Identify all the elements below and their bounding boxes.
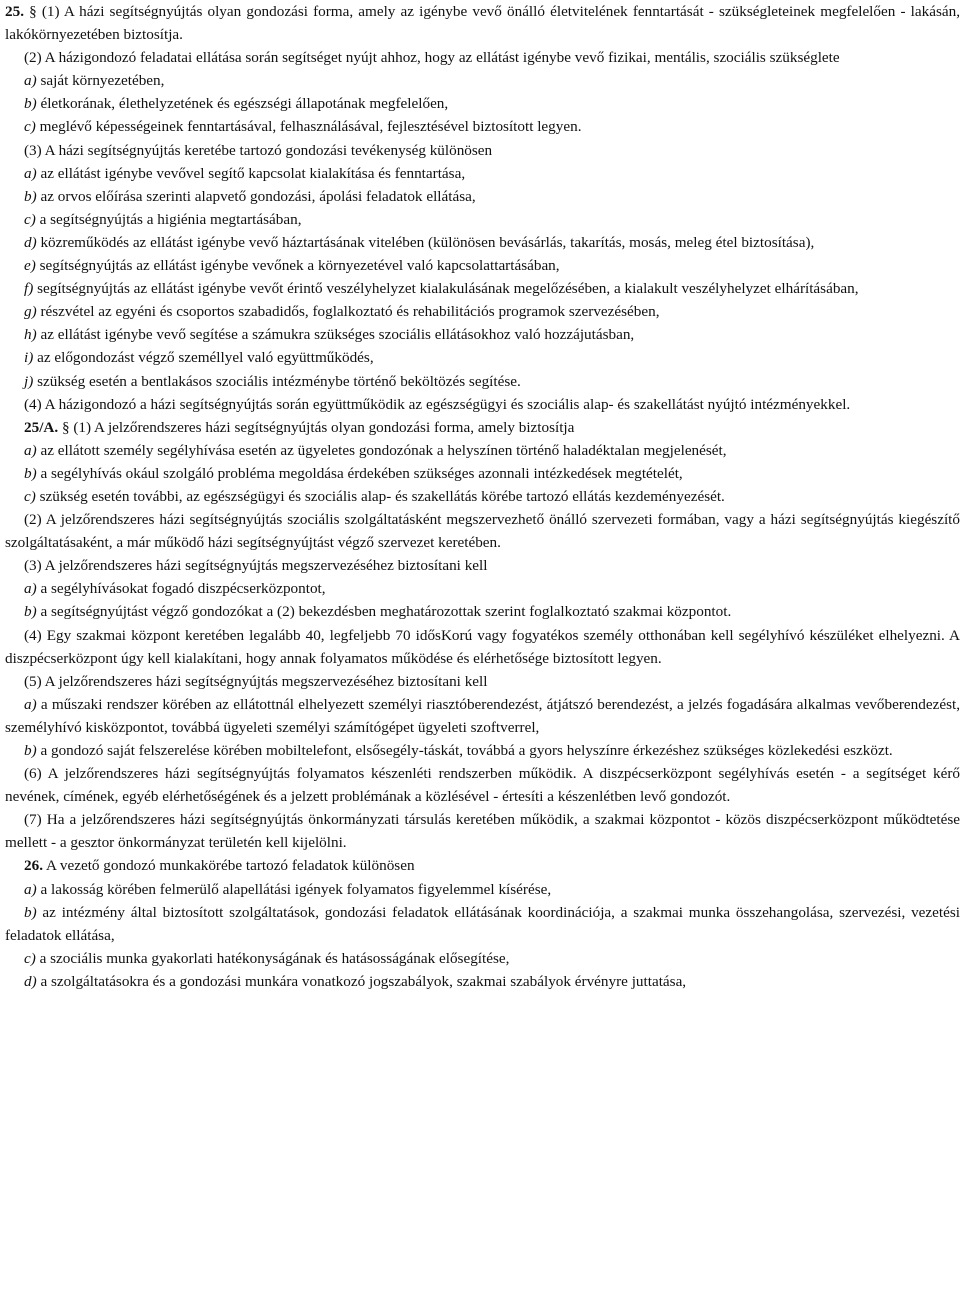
paragraph-text: az orvos előírása szerinti alapvető gondozási, ápolási feladatok ellátása, (36, 187, 476, 205)
section-number: 25/A. (24, 418, 59, 436)
list-marker: h) (24, 326, 37, 344)
list-marker: a) (24, 580, 37, 598)
list-item (5, 739, 960, 762)
paragraph-text: a műszaki rendszer körében az ellátottnál elhelyezett személyi riasztóberendezést, átjátszó berendezést, a jelzés fogadására alkalmas vevőberendezést, személyhívó kisközpontot, továbbá ügyeleti személyi számítógépet ügyeleti szoftverrel, (5, 695, 960, 736)
paragraph-text: az ellátást igénybe vevő segítése a számukra szükséges szociális ellátásokhoz való hozzájutásban, (36, 326, 635, 344)
list-marker: f) (24, 280, 34, 298)
list-item (5, 254, 960, 277)
list-item (5, 878, 960, 901)
paragraph-text: szükség esetén további, az egészségügyi és szociális alap- és szakellátás körébe tartozó ellátás kezdeményezését. (35, 487, 725, 505)
list-marker: a) (24, 880, 37, 898)
section-number: 26. (24, 857, 43, 875)
section-paragraph (5, 0, 960, 46)
paragraph-text: a lakosság körében felmerülő alapellátási igények folyamatos figyelemmel kísérése, (36, 880, 552, 898)
paragraph-text: közreműködés az ellátást igénybe vevő háztartásának vitelében (különösen bevásárlás, takarítás, mosás, meleg étel biztosítása), (36, 233, 815, 251)
list-item (5, 185, 960, 208)
paragraph-text: életkorának, élethelyzetének és egészségi állapotának megfelelően, (36, 95, 449, 113)
paragraph-text: § (1) A jelzőrendszeres házi segítségnyújtás olyan gondozási forma, amely biztosítja (61, 418, 575, 436)
list-marker: c) (24, 487, 36, 505)
paragraph-text: (2) A házigondozó feladatai ellátása során segítséget nyújt ahhoz, hogy az ellátást igénybe vevő fizikai, mentális, szociális szükséglete (24, 49, 840, 67)
list-item (5, 115, 960, 138)
paragraph-text: a gondozó saját felszerelése körében mobiltelefont, elsősegély-táskát, továbbá a gyors helyszínre érkezéshez szükséges közlekedési eszközt. (36, 742, 893, 759)
list-item (5, 577, 960, 600)
paragraph (5, 508, 960, 554)
list-item (5, 439, 960, 462)
list-item (5, 277, 960, 300)
list-item (5, 92, 960, 115)
paragraph-text: (4) A házigondozó a házi segítségnyújtás során együttműködik az egészségügyi és szociális alap- és szakellátást nyújtó intézményekkel. (24, 395, 851, 413)
list-marker: a) (24, 695, 37, 713)
paragraph-text: meglévő képességeinek fenntartásával, felhasználásával, fejlesztésével biztosított legyen. (35, 118, 582, 136)
paragraph-text: a segítségnyújtást végző gondozókat a (2) bekezdésben meghatározottak szerint foglalkoztató szakmai központot. (36, 603, 732, 621)
paragraph-text: (3) A jelzőrendszeres házi segítségnyújtás megszervezéséhez biztosítani kell (24, 557, 488, 575)
list-marker: b) (24, 903, 37, 921)
section-number: 25. (5, 3, 24, 20)
list-marker: g) (24, 303, 37, 321)
list-marker: b) (24, 603, 37, 621)
section-paragraph (5, 416, 960, 439)
list-item (5, 162, 960, 185)
paragraph (5, 393, 960, 416)
paragraph-text: a segítségnyújtás a higiénia megtartásában, (35, 210, 302, 228)
paragraph-text: saját környezetében, (36, 72, 165, 90)
list-item (5, 69, 960, 92)
paragraph-text: (2) A jelzőrendszeres házi segítségnyújtás szociális szolgáltatásként megszervezhető önálló szervezeti formában, vagy a házi segítségnyújtás kiegészítő szolgáltatásaként, a már működő házi segítségnyújtást végző szervezet keretében. (5, 511, 960, 552)
list-item (5, 208, 960, 231)
paragraph-text: a szolgáltatásokra és a gondozási munkára vonatkozó jogszabályok, szakmai szabályok érvényre juttatása, (36, 972, 687, 990)
section-paragraph (5, 854, 960, 877)
paragraph-text: (7) Ha a jelzőrendszeres házi segítségnyújtás önkormányzati társulás keretében működik, a szakmai központot - közös diszpécserközpont működtetése mellett - a gesztor önkormányzat területén kell kijelölni. (5, 811, 960, 852)
list-marker: d) (24, 233, 37, 251)
list-item (5, 462, 960, 485)
list-item (5, 970, 960, 993)
list-marker: c) (24, 118, 36, 136)
paragraph (5, 46, 960, 69)
paragraph-text: (5) A jelzőrendszeres házi segítségnyújtás megszervezéséhez biztosítani kell (24, 672, 488, 690)
paragraph-text: (3) A házi segítségnyújtás keretébe tartozó gondozási tevékenység különösen (24, 141, 493, 159)
list-item (5, 231, 960, 254)
list-marker: a) (24, 441, 37, 459)
list-marker: d) (24, 972, 37, 990)
paragraph-text: A vezető gondozó munkakörébe tartozó feladatok különösen (45, 857, 415, 875)
paragraph-text: a segélyhívásokat fogadó diszpécserközpontot, (36, 580, 326, 598)
paragraph-text: szükség esetén a bentlakásos szociális intézménybe történő beköltözés segítése. (33, 372, 521, 390)
paragraph-text: az ellátott személy segélyhívása esetén az ügyeletes gondozónak a helyszínen történő haladéktalan megjelenését, (36, 441, 727, 459)
list-item (5, 600, 960, 623)
list-item (5, 947, 960, 970)
list-marker: b) (24, 95, 37, 113)
paragraph-text: az ellátást igénybe vevővel segítő kapcsolat kialakítása és fenntartása, (36, 164, 466, 182)
list-marker: b) (24, 464, 37, 482)
paragraph-text: (6) A jelzőrendszeres házi segítségnyújtás folyamatos készenléti rendszerben működik. A diszpécserközpont segélyhívás esetén - a segítséget kérő nevének, címének, egyéb elérhetőségének és a jelzett problémának a közlésével - értesíti a készenlétben levő gondozót. (5, 765, 960, 806)
list-marker: e) (24, 257, 36, 275)
paragraph (5, 554, 960, 577)
paragraph (5, 808, 960, 854)
list-marker: j) (24, 372, 34, 390)
paragraph-text: segítségnyújtás az ellátást igénybe vevőnek a környezetével való kapcsolattartásában, (35, 257, 560, 275)
paragraph-text: § (1) A házi segítségnyújtás olyan gondozási forma, amely az igénybe vevő önálló életvitelének fenntartását - szükségleteinek megfelelően - lakásán, lakókörnyezetében biztosítja. (5, 3, 960, 44)
paragraph (5, 670, 960, 693)
list-item (5, 370, 960, 393)
list-marker: c) (24, 949, 36, 967)
list-item (5, 693, 960, 739)
list-item (5, 485, 960, 508)
paragraph (5, 762, 960, 808)
paragraph-text: az előgondozást végző személlyel való együttműködés, (33, 349, 374, 367)
list-marker: i) (24, 349, 34, 367)
paragraph-text: részvétel az egyéni és csoportos szabadidős, foglalkoztató és rehabilitációs programok szervezésében, (36, 303, 660, 321)
paragraph (5, 139, 960, 162)
paragraph-text: az intézmény által biztosított szolgáltatások, gondozási feladatok ellátásának koordinációja, a szakmai munka összehangolása, szervezési, vezetési feladatok ellátása, (5, 903, 960, 944)
list-marker: b) (24, 187, 37, 205)
list-item (5, 901, 960, 947)
paragraph-text: a segélyhívás okául szolgáló probléma megoldása érdekében szükséges azonnali intézkedések megtételét, (36, 464, 683, 482)
list-marker: a) (24, 164, 37, 182)
paragraph-text: a szociális munka gyakorlati hatékonyságának és hatásosságának elősegítése, (35, 949, 510, 967)
list-item (5, 346, 960, 369)
list-marker: a) (24, 72, 37, 90)
list-item (5, 323, 960, 346)
paragraph (5, 624, 960, 670)
paragraph-text: (4) Egy szakmai központ keretében legalább 40, legfeljebb 70 idősKorú vagy fogyatékos személy otthonában kell segélyhívó készüléket elhelyezni. A diszpécserközpont úgy kell kialakítani, hogy annak folyamatos működése és elérhetősége biztosított legyen. (5, 626, 960, 667)
list-marker: c) (24, 210, 36, 228)
list-item (5, 300, 960, 323)
list-marker: b) (24, 742, 37, 759)
paragraph-text: segítségnyújtás az ellátást igénybe vevőt érintő veszélyhelyzet kialakulásának megelőzésében, a kialakult veszélyhelyzet elhárításában, (33, 280, 859, 298)
